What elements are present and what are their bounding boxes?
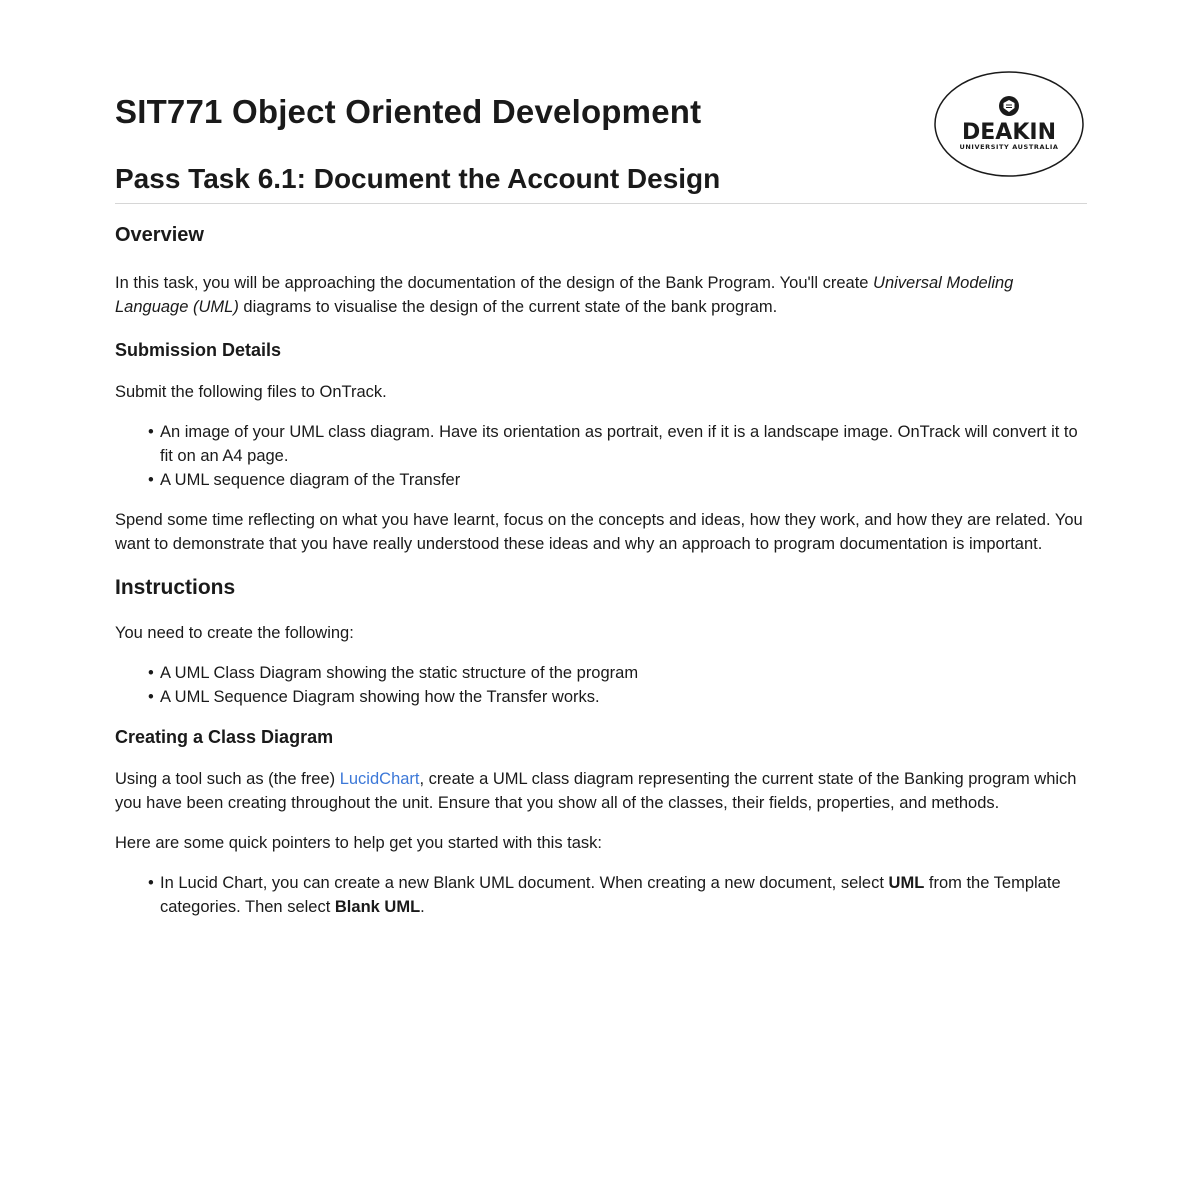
instructions-intro: You need to create the following:	[115, 624, 354, 642]
submission-heading: Submission Details	[115, 340, 282, 360]
pointer-text-1: In Lucid Chart, you can create a new Blank UML document. When creating a new document, select	[160, 874, 889, 892]
task-title: Pass Task 6.1: Document the Account Design	[115, 163, 721, 194]
logo-tagline: UNIVERSITY AUSTRALIA	[959, 143, 1059, 151]
class-diagram-paragraph	[115, 767, 1087, 815]
list-item: • A UML Sequence Diagram showing how the Transfer works.	[160, 685, 1087, 709]
instructions-list	[115, 661, 1087, 709]
pointer-bold-blank-uml: Blank UML	[334, 898, 421, 916]
deakin-logo	[934, 70, 1084, 177]
lucidchart-link[interactable]: LucidChart	[339, 770, 420, 788]
title-divider	[115, 203, 1087, 204]
document-body	[115, 224, 1087, 919]
crest-icon	[999, 96, 1019, 116]
reflection-paragraph: Spend some time reflecting on what you have learnt, focus on the concepts and ideas, how they work, and how they are related. You want to demonstrate that you have really understood these ideas and why an approach to program documentation is important.	[115, 511, 1083, 553]
overview-italic-term: Universal Modeling Language (UML)	[115, 274, 1014, 316]
class-diagram-heading: Creating a Class Diagram	[115, 727, 334, 747]
list-item	[160, 871, 1087, 919]
pointer-bold-uml: UML	[888, 874, 925, 892]
overview-paragraph	[115, 271, 1087, 319]
submission-list	[115, 420, 1087, 492]
overview-heading: Overview	[115, 224, 204, 246]
submission-intro: Submit the following files to OnTrack.	[115, 383, 387, 401]
course-title: SIT771 Object Oriented Development	[115, 93, 702, 130]
list-item: • A UML sequence diagram of the Transfer	[160, 468, 1087, 492]
overview-text-2: diagrams to visualise the design of the current state of the bank program.	[238, 298, 778, 316]
list-item: • An image of your UML class diagram. Have its orientation as portrait, even if it is a landscape image. OnTrack will convert it to fit on an A4 page.	[160, 420, 1087, 468]
class-diagram-text-1: Using a tool such as (the free)	[115, 770, 340, 788]
instructions-heading: Instructions	[115, 576, 236, 599]
pointers-intro: Here are some quick pointers to help get you started with this task:	[115, 834, 602, 852]
list-item: • A UML Class Diagram showing the static structure of the program	[160, 661, 1087, 685]
overview-text-1: In this task, you will be approaching the documentation of the design of the Bank Program. You'll create	[115, 274, 874, 292]
class-diagram-text-2: , create a UML class diagram representing the current state of the Banking program which you have been creating throughout the unit. Ensure that you show all of the classes, their fields, properties, and methods.	[115, 770, 1077, 812]
pointer-text-2: from the Template categories. Then select	[160, 874, 1061, 916]
pointers-list	[115, 871, 1087, 919]
logo-name: DEAKIN	[962, 120, 1056, 145]
pointer-text-3: .	[420, 898, 425, 916]
